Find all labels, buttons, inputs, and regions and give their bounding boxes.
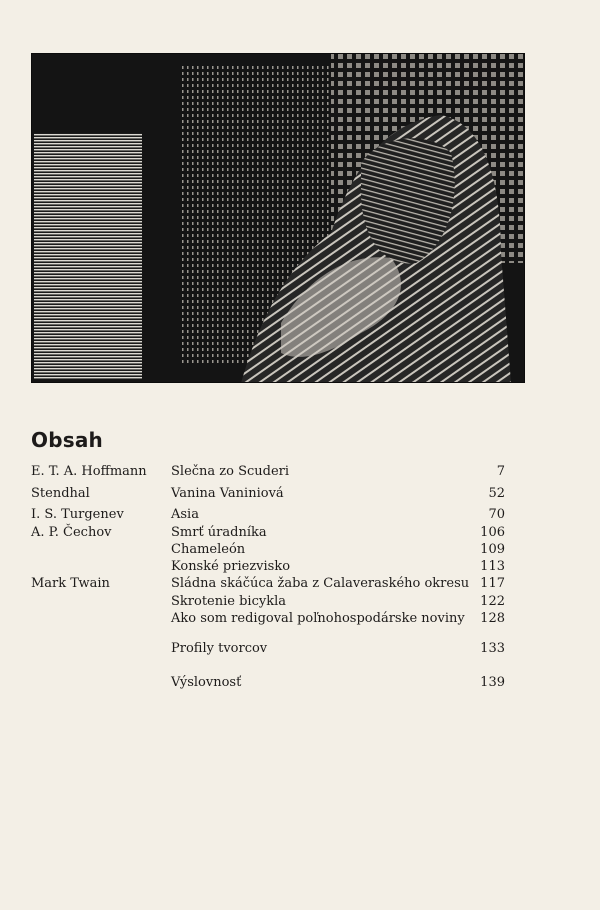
toc-page: 117 bbox=[480, 576, 505, 591]
toc-title: Profily tvorcov bbox=[171, 641, 268, 656]
toc-page: 139 bbox=[480, 675, 505, 690]
toc-title: Chameleón bbox=[171, 542, 246, 557]
toc-page: 106 bbox=[480, 525, 505, 540]
toc-page: 7 bbox=[496, 464, 505, 479]
toc-row bbox=[31, 506, 505, 524]
toc-row bbox=[31, 575, 505, 593]
toc-page: 109 bbox=[480, 542, 505, 557]
toc-author: Mark Twain bbox=[31, 576, 110, 591]
toc-title: Asia bbox=[171, 507, 199, 522]
toc-row bbox=[31, 610, 505, 628]
toc-row bbox=[31, 674, 505, 692]
toc-page: 70 bbox=[488, 507, 505, 522]
toc-title: Ako som redigoval poľnohospodárske noviny bbox=[171, 611, 465, 626]
toc-row bbox=[31, 485, 505, 503]
woodcut-graphic bbox=[31, 53, 525, 383]
toc-author: E. T. A. Hoffmann bbox=[31, 464, 147, 479]
toc-row bbox=[31, 640, 505, 658]
toc-title: Skrotenie bicykla bbox=[171, 594, 286, 609]
toc-page: 113 bbox=[480, 559, 505, 574]
toc-title: Výslovnosť bbox=[171, 675, 242, 690]
toc-title: Vanina Vaniniová bbox=[171, 486, 284, 501]
toc-page: 52 bbox=[488, 486, 505, 501]
toc-title: Slečna zo Scuderi bbox=[171, 464, 290, 479]
page-title: Obsah bbox=[31, 428, 103, 452]
toc-author: Stendhal bbox=[31, 486, 90, 501]
toc-title: Sládna skáčúca žaba z Calaveraského okresu bbox=[171, 576, 470, 591]
toc-author: A. P. Čechov bbox=[31, 525, 112, 540]
toc-author: I. S. Turgenev bbox=[31, 507, 124, 522]
toc-title: Smrť úradníka bbox=[171, 525, 267, 540]
toc-row bbox=[31, 463, 505, 481]
toc-row bbox=[31, 524, 505, 542]
toc-page: 128 bbox=[480, 611, 505, 626]
toc-row bbox=[31, 593, 505, 611]
toc-page: 122 bbox=[480, 594, 505, 609]
toc-page: 133 bbox=[480, 641, 505, 656]
toc-row bbox=[31, 558, 505, 576]
woodcut-illustration bbox=[31, 53, 525, 383]
toc-title: Konské priezvisko bbox=[171, 559, 291, 574]
toc-row bbox=[31, 541, 505, 559]
